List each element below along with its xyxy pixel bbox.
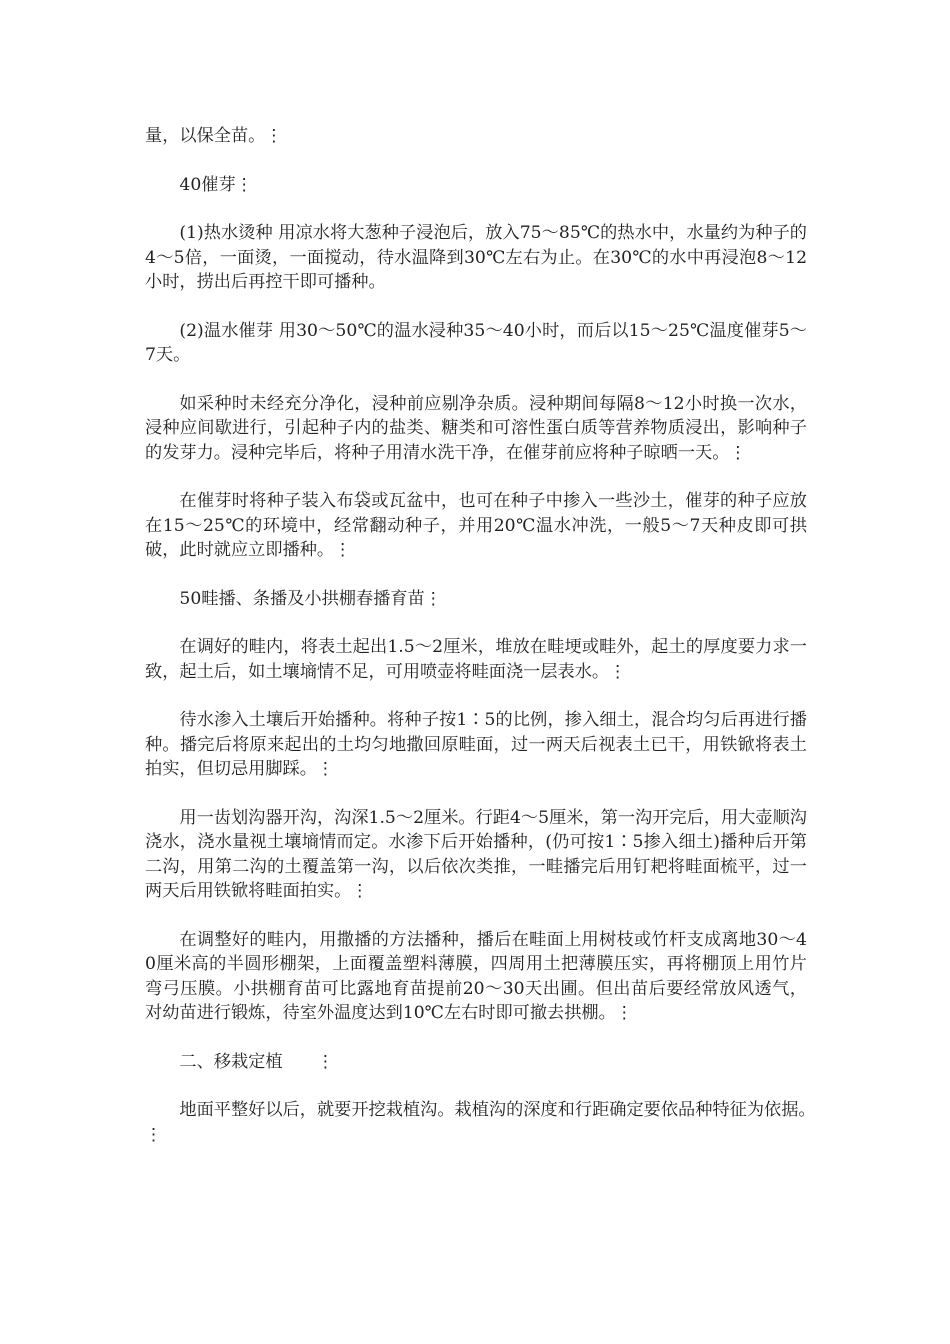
paragraph: 用一齿划沟器开沟，沟深1.5～2厘米。行距4～5厘米，第一沟开完后，用大壶顺沟浇水，浇水量视土壤墒情而定。水渗下后开始播种，(仍可按1∶5掺入细土)播种后开第二沟，用第二沟的土覆盖第一沟，以后依次类推，一畦播完后用钉耙将畦面梳平，过一两天后用铁锨将畦面拍实。⋮ (145, 807, 807, 901)
paragraph: 如采种时未经充分净化，浸种前应剔净杂质。浸种期间每隔8～12小时换一次水，浸种应间歇进行，引起种子内的盐类、糖类和可溶性蛋白质等营养物质浸出，影响种子的发芽力。浸种完毕后，将种子用清水洗干净，在催芽前应将种子晾晒一天。⋮ (145, 393, 807, 463)
paragraph: (1)热水烫种 用凉水将大葱种子浸泡后，放入75～85℃的热水中，水量约为种子的4～5倍，一面烫，一面搅动，待水温降到30℃左右为止。在30℃的水中再浸泡8～12小时，捞出后再控干即可播种。 (145, 223, 807, 292)
document-body (145, 124, 825, 1171)
paragraph: 在催芽时将种子装入布袋或瓦盆中，也可在种子中掺入一些沙土，催芽的种子应放在15～25℃的环境中，经常翻动种子，并用20℃温水冲洗，一般5～7天种皮即可拱破，此时就应立即播种。⋮ (145, 491, 807, 560)
section-heading: 二、移栽定植 ⋮ (179, 1051, 335, 1072)
paragraph: 在调好的畦内，将表土起出1.5～2厘米，堆放在畦埂或畦外，起土的厚度要力求一致，起土后，如土壤墒情不足，可用喷壶将畦面浇一层表水。⋮ (145, 637, 807, 682)
paragraph: 量，以保全苗。⋮ (145, 126, 283, 146)
section-heading: 50畦播、条播及小拱棚春播育苗⋮ (179, 588, 442, 609)
paragraph: 在调整好的畦内，用撒播的方法播种，播后在畦面上用树枝或竹杆支成离地30～40厘米高的半圆形棚架，上面覆盖塑料薄膜，四周用土把薄膜压实，再将棚顶上用竹片弯弓压膜。小拱棚育苗可比露地育苗提前20～30天出圃。但出苗后要经常放风透气，对幼苗进行锻炼，待室外温度达到10℃左右时即可撤去拱棚。⋮ (145, 929, 807, 1023)
paragraph: (2)温水催芽 用30～50℃的温水浸种35～40小时，而后以15～25℃温度催芽5～7天。 (145, 320, 807, 365)
section-heading: 40催芽⋮ (179, 174, 253, 195)
paragraph: 待水渗入土壤后开始播种。将种子按1∶5的比例，掺入细土，混合均匀后再进行播种。播完后将原来起出的土均匀地撒回原畦面，过一两天后视表土已干，用铁锨将表土拍实，但切忌用脚踩。⋮ (145, 710, 807, 779)
paragraph: 地面平整好以后，就要开挖栽植沟。栽植沟的深度和行距确定要依品种特征为依据。 ⋮ (145, 1100, 825, 1145)
